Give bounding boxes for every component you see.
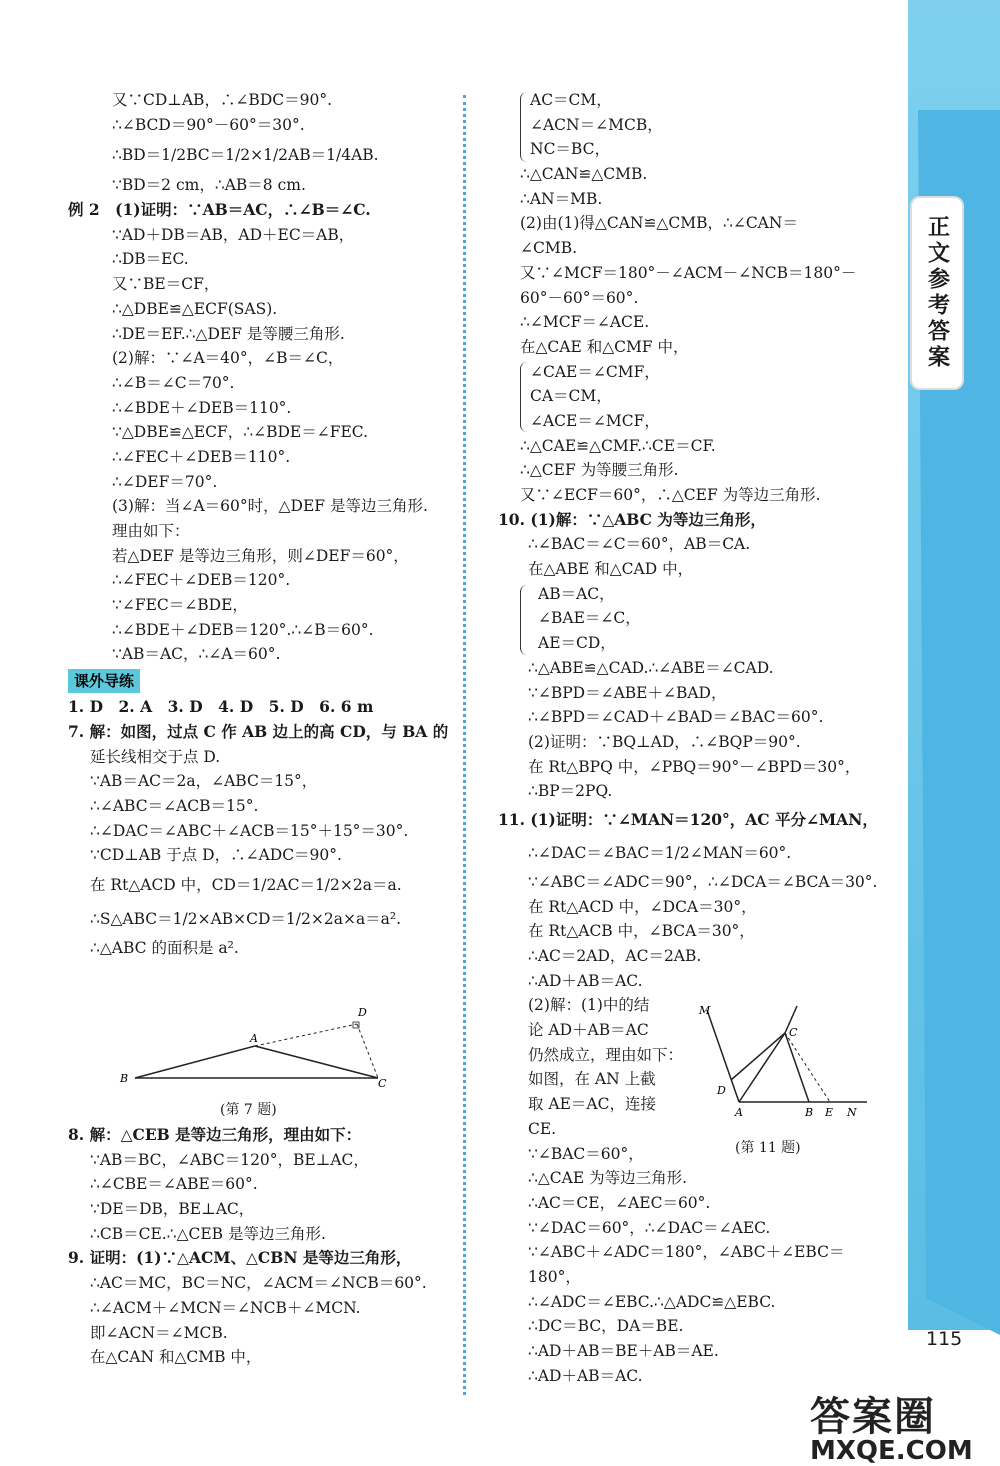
- text-line: 9. 证明：(1)∵△ACM、△CBN 是等边三角形，: [68, 1248, 412, 1268]
- text-line: ∴△DBE≌△ECF(SAS).: [112, 299, 278, 318]
- text-line: 在 Rt△ACD 中，∠DCA＝30°，: [528, 897, 757, 916]
- fig7-label-d: D: [358, 1006, 367, 1019]
- text-line: CA＝CM，: [530, 387, 612, 406]
- text-line: 取 AE＝AC，连接: [528, 1095, 656, 1114]
- text-line: ∴BD＝1/2BC＝1/2×1/2AB＝1/4AB.: [112, 146, 379, 165]
- watermark: [810, 1385, 973, 1466]
- text-line: 理由如下：: [112, 522, 190, 540]
- text-line: ∴∠DAC＝∠BAC＝1/2∠MAN＝60°.: [528, 843, 792, 862]
- text-line: ∵△DBE≌△ECF，∴∠BDE＝∠FEC.: [112, 423, 369, 442]
- text-line: (2)解：∵∠A＝40°，∠B＝∠C，: [112, 349, 344, 368]
- text-line: ∴AC＝2AD，AC＝2AB.: [528, 947, 702, 965]
- text-line: AE＝CD，: [538, 634, 616, 653]
- text-line: ∴DB＝EC.: [112, 250, 189, 269]
- text-line: (3)解：当∠A＝60°时，△DEF 是等边三角形.: [112, 497, 428, 516]
- text-line: 又∵∠MCF＝180°－∠ACM－∠NCB＝180°－: [520, 263, 857, 282]
- text-line: ∵AD＋DB＝AB，AD＋EC＝AB，: [112, 225, 355, 244]
- figure-11-caption: (第 11 题): [735, 1140, 801, 1156]
- text-line: ∵AB＝BC，∠ABC＝120°，BE⊥AC，: [90, 1150, 369, 1169]
- text-line: 又∵∠ECF＝60°，∴△CEF 为等边三角形.: [520, 486, 821, 504]
- figure-11: [695, 1000, 875, 1125]
- text-line: ∴∠DEF＝70°.: [112, 472, 218, 491]
- text-line: ∴△CAN≌△CMB.: [520, 165, 648, 184]
- text-line: ∴∠BCD＝90°－60°＝30°.: [112, 115, 305, 134]
- text-line: ∵∠ABC＝∠ADC＝90°，∴∠DCA＝∠BCA＝30°.: [528, 872, 878, 891]
- text-line: 延长线相交于点 D.: [90, 747, 221, 766]
- text-line: 若△DEF 是等边三角形，则∠DEF＝60°，: [112, 546, 409, 565]
- text-line: 又∵CD⊥AB，∴∠BDC＝90°.: [112, 91, 333, 109]
- fig11-label-a: A: [735, 1106, 743, 1119]
- text-line: ∠CMB.: [520, 239, 578, 258]
- fig7-label-a: A: [250, 1032, 258, 1045]
- text-line: 7. 解：如图，过点 C 作 AB 边上的高 CD，与 BA 的: [68, 721, 449, 741]
- fig11-label-m: M: [699, 1004, 711, 1017]
- text-line: ∠CAE＝∠CMF，: [530, 362, 660, 381]
- text-line: 在△ABE 和△CAD 中，: [528, 560, 694, 579]
- text-line: ∴∠ADC＝∠EBC.∴△ADC≌△EBC.: [528, 1292, 776, 1311]
- watermark-line1: 答案圈: [810, 1394, 936, 1440]
- text-line: ∴AC＝MC，BC＝NC，∠ACM＝∠NCB＝60°.: [90, 1274, 427, 1293]
- text-line: ∴∠BDE＋∠DEB＝110°.: [112, 398, 292, 417]
- text-line: 如图，在 AN 上截: [528, 1070, 656, 1089]
- text-line: CE.: [528, 1119, 557, 1138]
- text-line: AB＝AC，: [538, 584, 615, 603]
- text-line: 在 Rt△BPQ 中，∠PBQ＝90°－∠BPD＝30°，: [528, 757, 861, 776]
- text-line: ∴DC＝BC，DA＝BE.: [528, 1317, 684, 1336]
- text-line: 11. (1)证明：∵∠MAN＝120°，AC 平分∠MAN，: [498, 809, 878, 829]
- text-line: ∴AD＋AB＝AC.: [528, 971, 643, 990]
- text-line: 在△CAN 和△CMB 中，: [90, 1348, 262, 1367]
- text-line: ∴△ABC 的面积是 a².: [90, 938, 239, 957]
- column-divider: [463, 95, 466, 1395]
- fig11-label-e: E: [825, 1106, 834, 1119]
- text-line: 180°，: [528, 1267, 581, 1286]
- text-line: 又∵BE＝CF，: [112, 275, 220, 294]
- left-column: [68, 88, 458, 961]
- section-tab: 正文参考答案: [912, 198, 962, 388]
- text-line: AC＝CM，: [530, 91, 612, 109]
- text-line: 例 2 (1)证明：∵AB＝AC，∴∠B＝∠C.: [68, 200, 371, 220]
- text-line: 在 Rt△ACB 中，∠BCA＝30°，: [528, 922, 755, 941]
- text-line: ∴∠BPD＝∠CAD＋∠BAD＝∠BAC＝60°.: [528, 708, 824, 727]
- text-line: ∴△CAE≌△CMF.∴CE＝CF.: [520, 436, 716, 455]
- text-line: ∴BP＝2PQ.: [528, 782, 613, 801]
- text-line: ∴∠FEC＋∠DEB＝120°.: [112, 571, 291, 590]
- fig11-label-c: C: [789, 1026, 798, 1039]
- text-line: ∵AB＝AC，∴∠A＝60°.: [112, 645, 281, 664]
- fig7-label-b: B: [120, 1072, 129, 1085]
- page-number: 115: [926, 1328, 963, 1350]
- text-line: ∵AB＝AC＝2a，∠ABC＝15°，: [90, 772, 318, 791]
- text-line: ∴∠BAC＝∠C＝60°，AB＝CA.: [528, 535, 751, 554]
- text-line: 8. 解：△CEB 是等边三角形，理由如下：: [68, 1125, 362, 1144]
- text-line: ∴△ABE≌△CAD.∴∠ABE＝∠CAD.: [528, 658, 774, 677]
- text-line: 10. (1)解：∵△ABC 为等边三角形，: [498, 509, 766, 529]
- text-line: ∴∠B＝∠C＝70°.: [112, 373, 235, 392]
- text-line: ∴AD＋AB＝AC.: [528, 1366, 643, 1385]
- text-line: ∴DE＝EF.∴△DEF 是等腰三角形.: [112, 324, 345, 343]
- text-line: 在△CAE 和△CMF 中，: [520, 337, 689, 356]
- text-line: ∠BAE＝∠C，: [538, 609, 641, 628]
- text-line: ∴∠FEC＋∠DEB＝110°.: [112, 447, 291, 466]
- text-line: ∴∠ABC＝∠ACB＝15°.: [90, 796, 259, 815]
- watermark-line2: MXQE.COM: [810, 1436, 973, 1466]
- text-line: ∴AC＝CE，∠AEC＝60°.: [528, 1193, 711, 1212]
- figure-7-caption: (第 7 题): [220, 1102, 277, 1118]
- text-line: ∵∠BPD＝∠ABE＋∠BAD，: [528, 683, 727, 702]
- text-line: ∵∠ABC＋∠ADC＝180°，∠ABC＋∠EBC＝: [528, 1243, 845, 1262]
- text-line: ∴∠ACM＋∠MCN＝∠NCB＋∠MCN.: [90, 1298, 361, 1317]
- text-line: 即∠ACN＝∠MCB.: [90, 1323, 228, 1342]
- text-line: ∴CB＝CE.∴△CEB 是等边三角形.: [90, 1224, 326, 1243]
- fig11-label-n: N: [847, 1106, 857, 1119]
- text-line: ∠ACE＝∠MCF，: [530, 411, 660, 430]
- text-line: 60°－60°＝60°.: [520, 288, 639, 307]
- fig11-label-b: B: [805, 1106, 814, 1119]
- left-column-lower: [68, 1123, 458, 1370]
- text-line: ∴∠DAC＝∠ABC＋∠ACB＝15°＋15°＝30°.: [90, 821, 409, 840]
- fig7-label-c: C: [378, 1077, 387, 1090]
- right-column: [498, 88, 898, 1388]
- text-line: ∵BD＝2 cm，∴AB＝8 cm.: [112, 176, 306, 195]
- text-line: 1. D 2. A 3. D 4. D 5. D 6. 6 m: [68, 697, 374, 717]
- text-line: 在 Rt△ACD 中，CD＝1/2AC＝1/2×2a＝a.: [90, 875, 402, 894]
- text-line: ∴△CEF 为等腰三角形.: [520, 461, 679, 480]
- text-line: ∴∠MCF＝∠ACE.: [520, 313, 650, 332]
- text-line: ∠ACN＝∠MCB，: [530, 115, 663, 134]
- text-line: (2)解：(1)中的结: [528, 996, 650, 1015]
- text-line: ∵DE＝DB，BE⊥AC，: [90, 1200, 255, 1219]
- text-line: ∵CD⊥AB 于点 D，∴∠ADC＝90°.: [90, 846, 342, 865]
- fig11-label-d: D: [717, 1084, 726, 1097]
- text-line: ∵∠BAC＝60°，: [528, 1144, 644, 1163]
- text-line: ∴∠CBE＝∠ABE＝60°.: [90, 1175, 258, 1194]
- figure-7: [115, 1002, 405, 1097]
- text-line: ∴S△ABC＝1/2×AB×CD＝1/2×2a×a＝a².: [90, 909, 402, 928]
- text-line: ∴△CAE 为等边三角形.: [528, 1169, 688, 1188]
- text-line: ∴∠BDE＋∠DEB＝120°.∴∠B＝60°.: [112, 620, 374, 639]
- text-line: 论 AD＋AB＝AC: [528, 1021, 649, 1040]
- section-title: 课外导练: [68, 669, 140, 693]
- text-line: NC＝BC，: [530, 140, 610, 159]
- text-line: 仍然成立，理由如下：: [528, 1045, 684, 1064]
- text-line: ∵∠DAC＝60°，∴∠DAC＝∠AEC.: [528, 1218, 771, 1237]
- text-line: ∵∠FEC＝∠BDE，: [112, 596, 248, 615]
- text-line: ∴AN＝MB.: [520, 189, 603, 208]
- text-line: (2)由(1)得△CAN≌△CMB，∴∠CAN＝: [520, 214, 798, 233]
- text-line: ∴AD＋AB＝BE＋AB＝AE.: [528, 1342, 719, 1360]
- text-line: (2)证明：∵BQ⊥AD，∴∠BQP＝90°.: [528, 732, 801, 751]
